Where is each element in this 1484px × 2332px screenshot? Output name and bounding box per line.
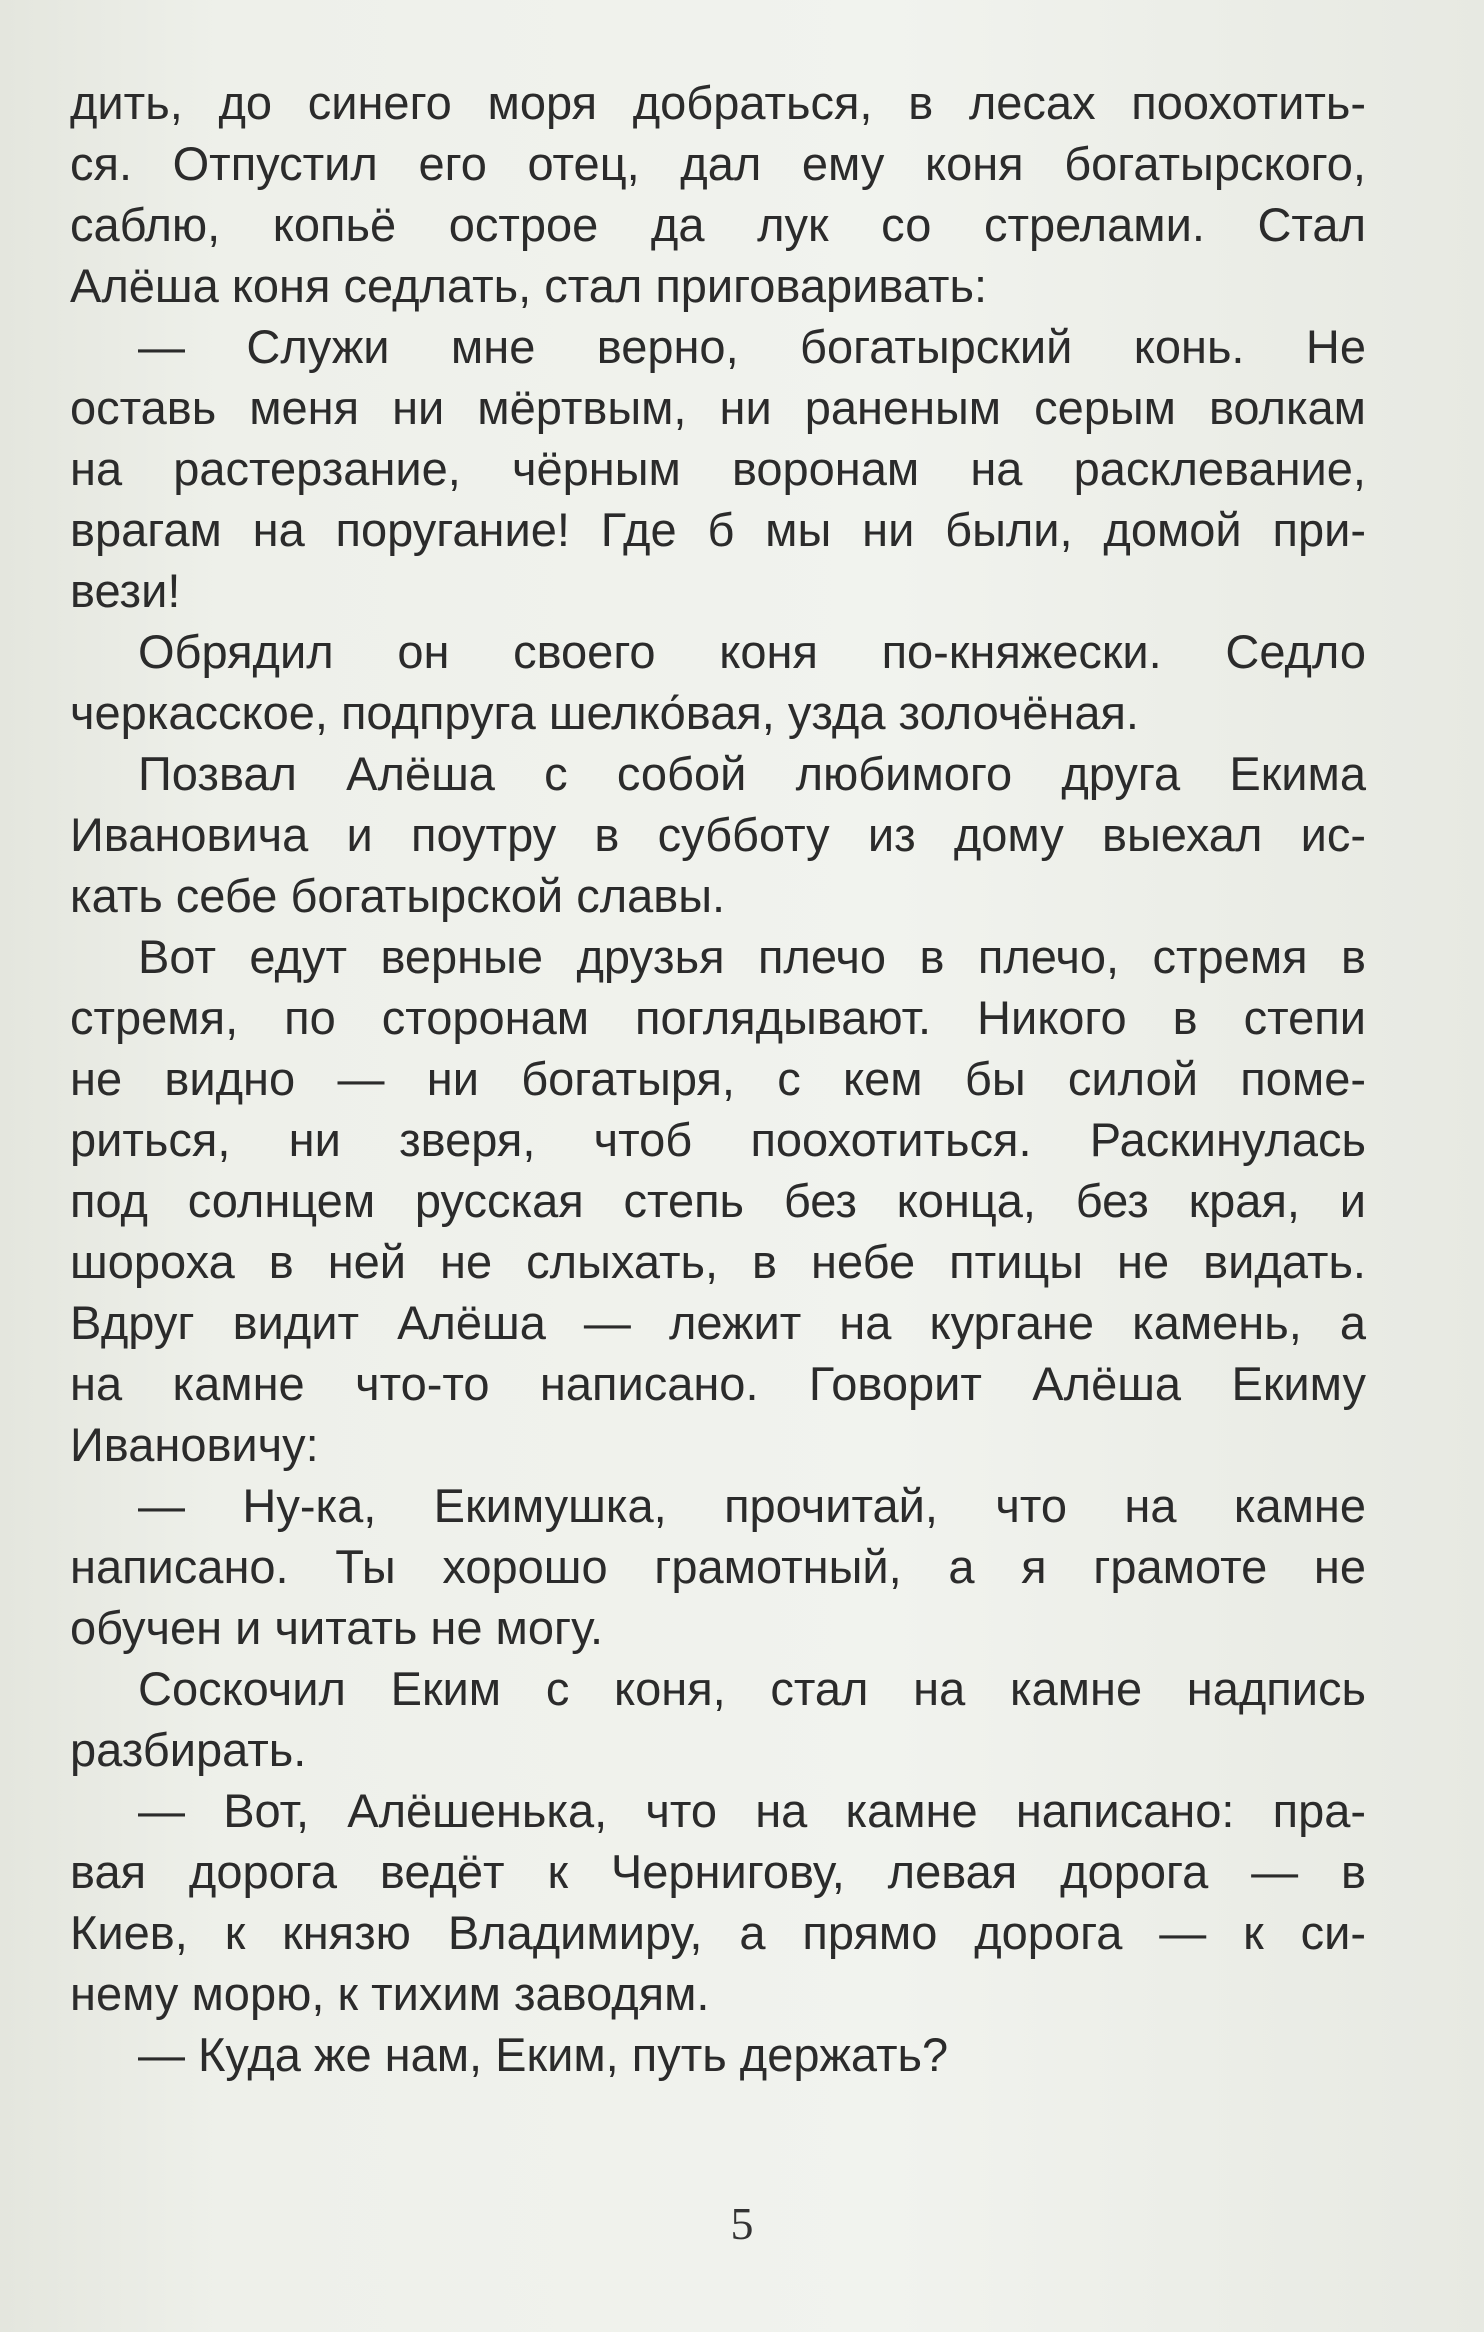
text-line: стремя, по сторонам поглядывают. Никого в степи bbox=[70, 991, 1366, 1044]
page-text bbox=[70, 72, 1366, 2085]
text-line: черкасское, подпруга шелко́вая, узда золочёная. bbox=[70, 686, 1139, 739]
text-line: Вдруг видит Алёша — лежит на кургане камень, а bbox=[70, 1296, 1366, 1349]
text-line: Алёша коня седлать, стал приговаривать: bbox=[70, 259, 988, 312]
text-line: шороха в ней не слыхать, в небе птицы не видать. bbox=[70, 1235, 1366, 1288]
text-line: — Вот, Алёшенька, что на камне написано: пра- bbox=[138, 1784, 1366, 1837]
text-line: кать себе богатырской славы. bbox=[70, 869, 726, 922]
text-line: Обрядил он своего коня по-княжески. Седло bbox=[138, 625, 1366, 678]
text-line: саблю, копьё острое да лук со стрелами. Стал bbox=[70, 198, 1366, 251]
text-line: оставь меня ни мёртвым, ни раненым серым волкам bbox=[70, 381, 1366, 434]
text-line: риться, ни зверя, чтоб поохотиться. Раскинулась bbox=[70, 1113, 1366, 1166]
text-line: написано. Ты хорошо грамотный, а я грамоте не bbox=[70, 1540, 1366, 1593]
text-line: вези! bbox=[70, 564, 181, 617]
text-line: Соскочил Еким с коня, стал на камне надпись bbox=[138, 1662, 1366, 1715]
text-line: вая дорога ведёт к Чернигову, левая дорога — в bbox=[70, 1845, 1366, 1898]
text-line: на растерзание, чёрным воронам на расклевание, bbox=[70, 442, 1366, 495]
text-line: — Ну-ка, Екимушка, прочитай, что на камне bbox=[138, 1479, 1366, 1532]
text-line: ся. Отпустил его отец, дал ему коня богатырского, bbox=[70, 137, 1366, 190]
text-line: дить, до синего моря добраться, в лесах поохотить- bbox=[70, 76, 1366, 129]
text-line: Ивановича и поутру в субботу из дому выехал ис- bbox=[70, 808, 1366, 861]
text-line: врагам на поругание! Где б мы ни были, домой при- bbox=[70, 503, 1366, 556]
text-line: разбирать. bbox=[70, 1723, 307, 1776]
text-line: — Куда же нам, Еким, путь держать? bbox=[138, 2028, 949, 2081]
text-line: Киев, к князю Владимиру, а прямо дорога — к си- bbox=[70, 1906, 1366, 1959]
text-line: не видно — ни богатыря, с кем бы силой поме- bbox=[70, 1052, 1366, 1105]
text-line: нему морю, к тихим заводям. bbox=[70, 1967, 710, 2020]
text-line: Позвал Алёша с собой любимого друга Екима bbox=[138, 747, 1366, 800]
text-line: обучен и читать не могу. bbox=[70, 1601, 603, 1654]
text-line: на камне что-то написано. Говорит Алёша Екиму bbox=[70, 1357, 1366, 1410]
page-number: 5 bbox=[730, 2198, 754, 2249]
text-line: Ивановичу: bbox=[70, 1418, 319, 1471]
text-line: Вот едут верные друзья плечо в плечо, стремя в bbox=[138, 930, 1366, 983]
text-line: — Служи мне верно, богатырский конь. Не bbox=[138, 320, 1366, 373]
text-line: под солнцем русская степь без конца, без края, и bbox=[70, 1174, 1366, 1227]
